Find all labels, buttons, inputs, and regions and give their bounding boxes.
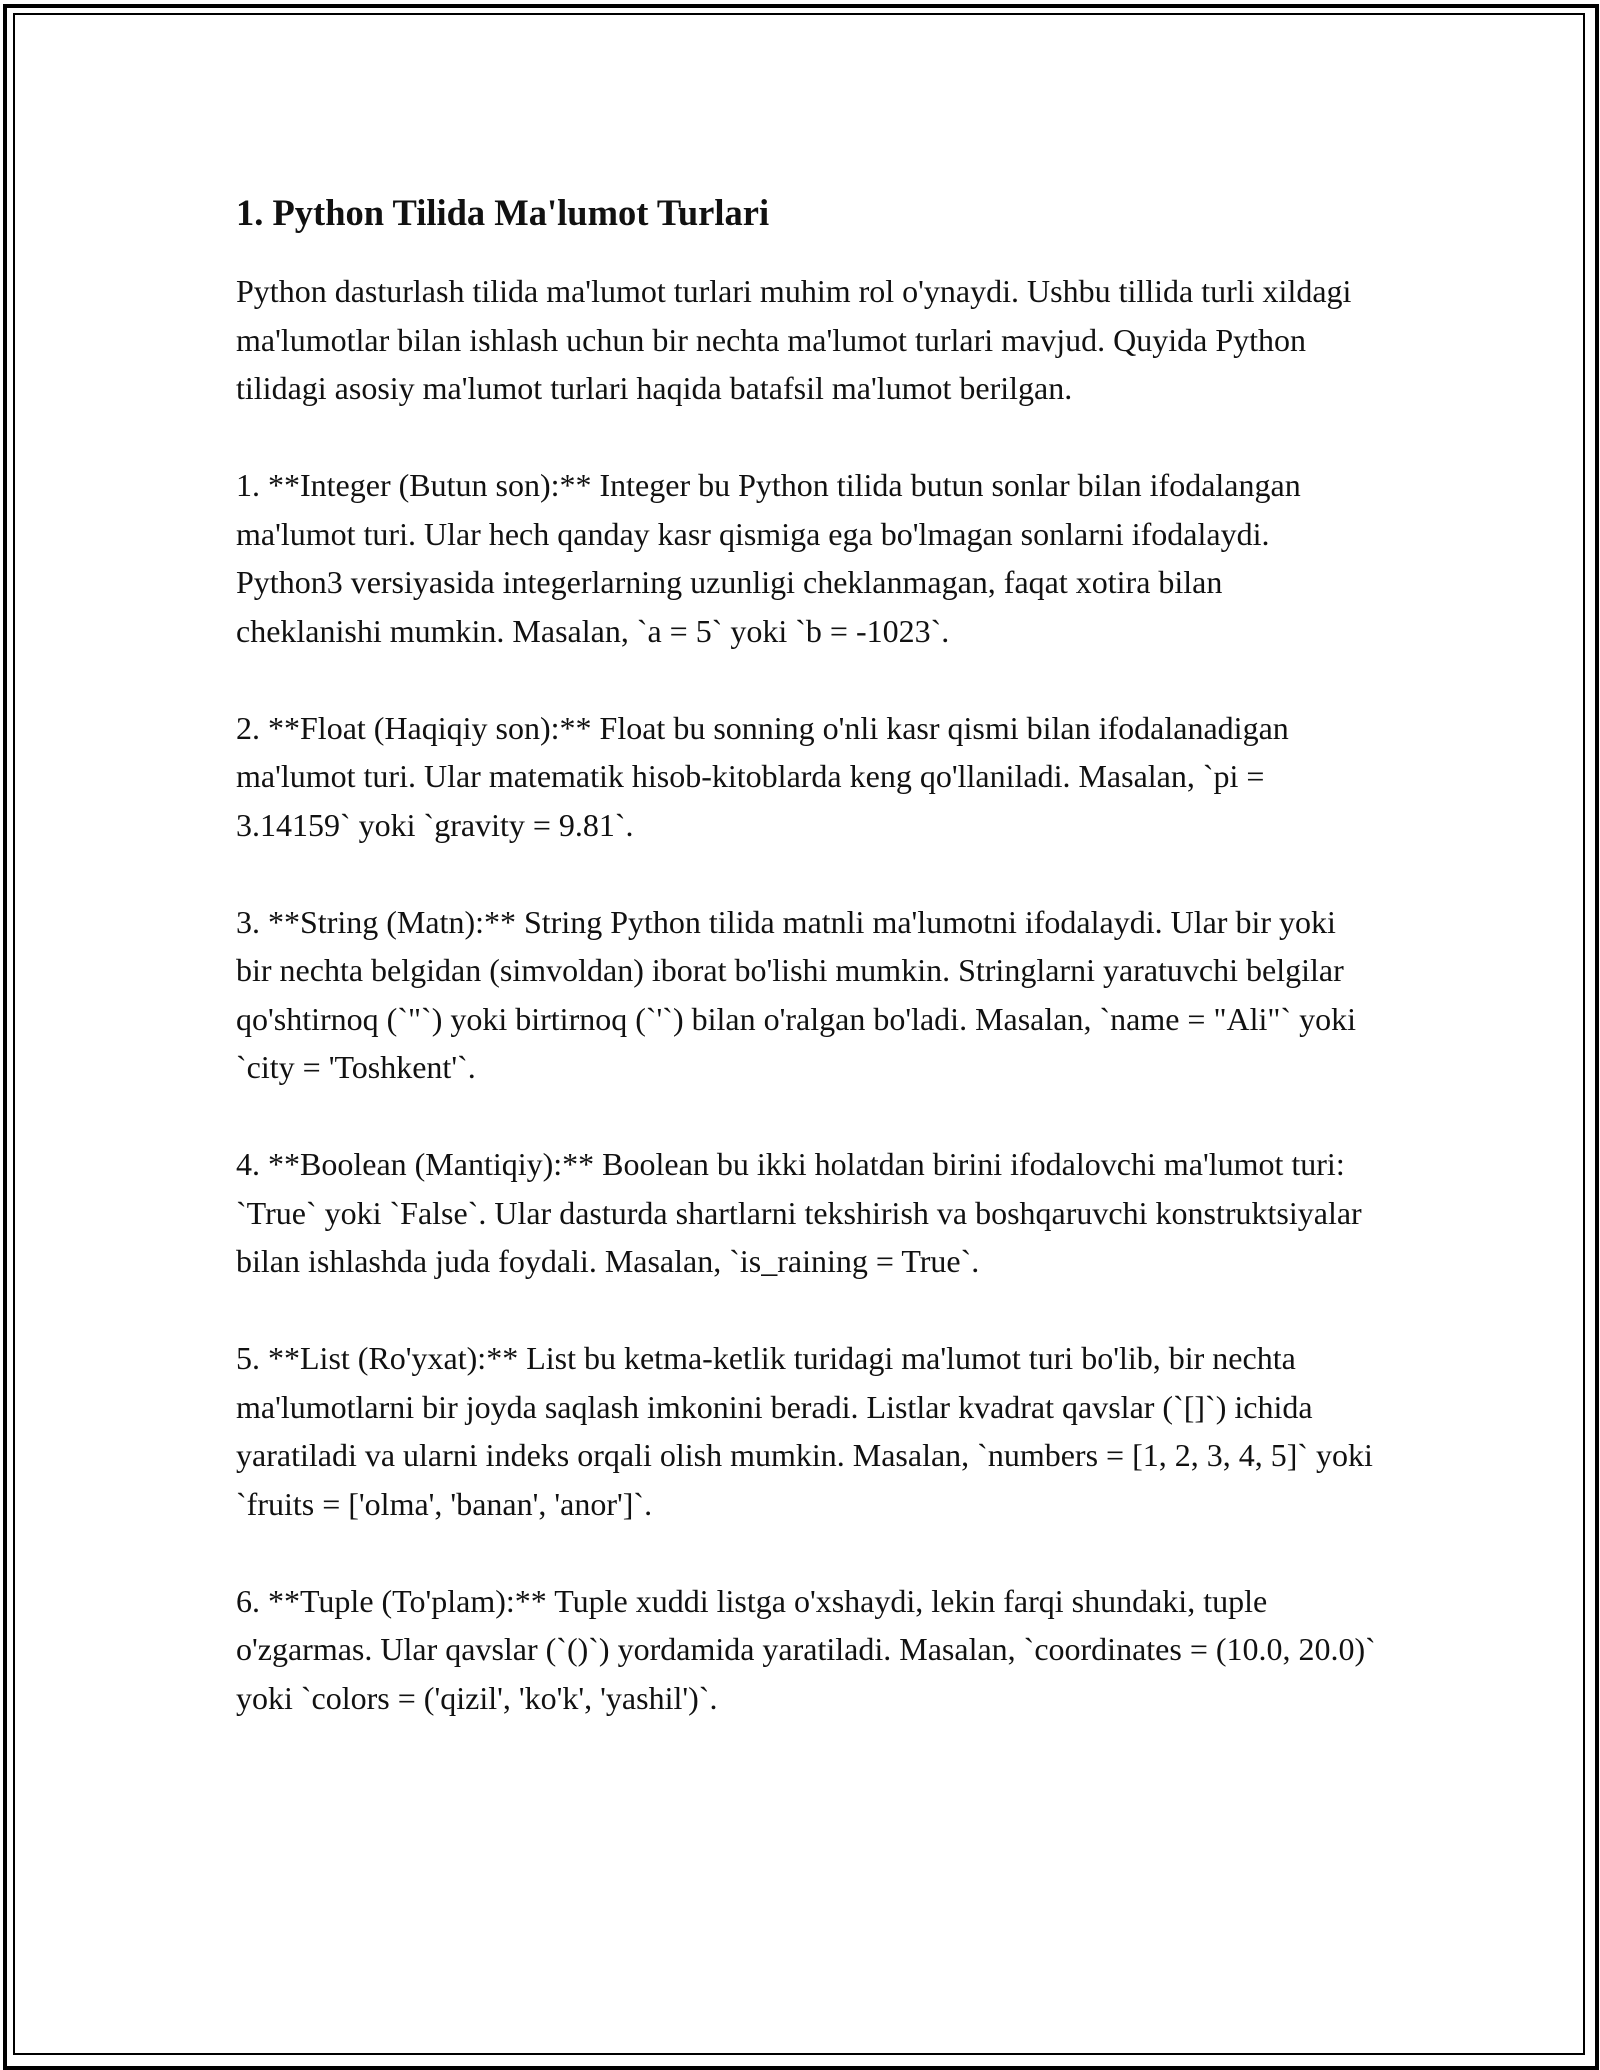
- integer-paragraph: 1. **Integer (Butun son):** Integer bu Python tilida butun sonlar bilan ifodalangan ma'lumot turi. Ular hech qanday kasr qismiga ega bo'lmagan sonlarni ifodalaydi. Python3 versiyasida integerlarning uzunligi cheklanmagan, faqat xotira bilan cheklanishi mumkin. Masalan, `a = 5` yoki `b = -1023`.: [236, 467, 1301, 649]
- list-paragraph: 5. **List (Ro'yxat):** List bu ketma-ketlik turidagi ma'lumot turi bo'lib, bir nechta ma'lumotlarni bir joyda saqlash imkonini beradi. Listlar kvadrat qavslar (`[]`) ichida yaratiladi va ularni indeks orqali olish mumkin. Masalan, `numbers = [1, 2, 3, 4, 5]` yoki `fruits = ['olma', 'banan', 'anor']`.: [236, 1340, 1373, 1522]
- intro-paragraph: Python dasturlash tilida ma'lumot turlari muhim rol o'ynaydi. Ushbu tillida turli xildagi ma'lumotlar bilan ishlash uchun bir nechta ma'lumot turlari mavjud. Quyida Python tilidagi asosiy ma'lumot turlari haqida batafsil ma'lumot berilgan.: [236, 273, 1352, 406]
- tuple-paragraph: 6. **Tuple (To'plam):** Tuple xuddi listga o'xshaydi, lekin farqi shundaki, tuple o'zgarmas. Ular qavslar (`()`) yordamida yaratiladi. Masalan, `coordinates = (10.0, 20.0)` yoki `colors = ('qizil', 'ko'k', 'yashil')`.: [236, 1582, 1376, 1716]
- string-paragraph: 3. **String (Matn):** String Python tilida matnli ma'lumotni ifodalaydi. Ular bir yoki bir nechta belgidan (simvoldan) iborat bo'lishi mumkin. Stringlarni yaratuvchi belgilar qo'shtirnoq (`"`) yoki birtirnoq (`'`) bilan o'ralgan bo'ladi. Masalan, `name = "Ali"` yoki `city = 'Toshkent'`.: [236, 903, 1357, 1085]
- boolean-paragraph: 4. **Boolean (Mantiqiy):** Boolean bu ikki holatdan birini ifodalovchi ma'lumot turi: `True` yoki `False`. Ular dasturda shartlarni tekshirish va boshqaruvchi konstruktsiyalar bilan ishlashda juda foydali. Masalan, `is_raining = True`.: [236, 1146, 1362, 1279]
- document-body: [236, 185, 1376, 1771]
- float-paragraph: 2. **Float (Haqiqiy son):** Float bu sonning o'nli kasr qismi bilan ifodalanadigan ma'lumot turi. Ular matematik hisob-kitoblarda keng qo'llaniladi. Masalan, `pi = 3.14159` yoki `gravity = 9.81`.: [236, 709, 1289, 843]
- document-title: 1. Python Tilida Ma'lumot Turlari: [236, 192, 770, 233]
